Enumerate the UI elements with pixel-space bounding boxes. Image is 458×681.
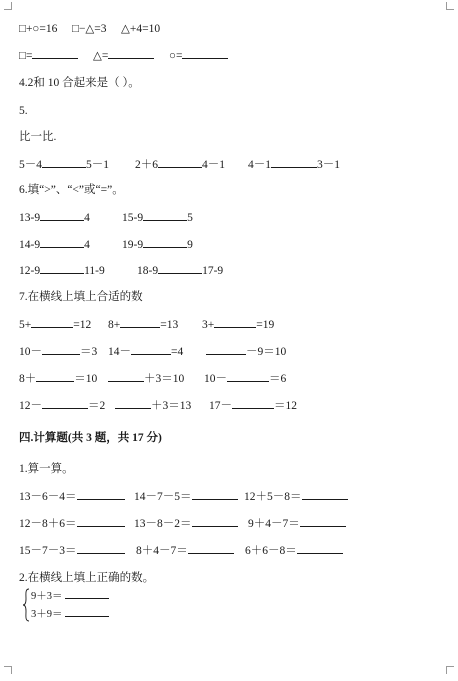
- answer-blank[interactable]: [65, 607, 109, 617]
- expression: 4: [84, 239, 90, 251]
- expression: 5+: [19, 319, 32, 331]
- answer-blank[interactable]: [143, 236, 187, 248]
- expression: 9＋4－7＝: [248, 518, 300, 530]
- page-corner-mark-bottom-left: [4, 666, 12, 674]
- expression: =19: [256, 319, 275, 331]
- answer-blank[interactable]: [192, 488, 238, 500]
- answer-blank[interactable]: [77, 542, 125, 554]
- answer-blank[interactable]: [232, 397, 274, 409]
- answer-blank[interactable]: [108, 370, 144, 382]
- answer-blank[interactable]: [40, 209, 84, 221]
- expression: =12: [73, 319, 92, 331]
- calc-2-title: 2.在横线上填上正确的数。: [19, 572, 155, 584]
- expression: 10－: [19, 346, 42, 358]
- equation: □+○=16: [19, 23, 58, 35]
- answer-blank[interactable]: [182, 47, 228, 59]
- answer-blank[interactable]: [42, 343, 80, 355]
- expression: 8+: [108, 319, 121, 331]
- expression: 19-9: [122, 239, 144, 251]
- expression: 12－8＋6＝: [19, 518, 77, 530]
- expression: 3+: [202, 319, 215, 331]
- expression: 4: [84, 212, 90, 224]
- expression: ＝2: [88, 400, 106, 412]
- question-4: 4.2和 10 合起来是（ ）。: [19, 77, 140, 89]
- answer-blank[interactable]: [206, 343, 246, 355]
- section-heading: 四.计算题(共 3 题，共 17 分): [19, 432, 162, 444]
- expression: 17－: [209, 400, 232, 412]
- answer-blank[interactable]: [65, 589, 109, 599]
- expression: 9: [187, 239, 193, 251]
- answer-blank[interactable]: [214, 316, 256, 328]
- expression: 14－7－5＝: [134, 491, 192, 503]
- expression: 5: [187, 212, 193, 224]
- answer-blank[interactable]: [302, 488, 348, 500]
- expression: 15－7－3＝: [19, 545, 77, 557]
- answer-blank[interactable]: [192, 515, 238, 527]
- expression: ＝6: [269, 373, 287, 385]
- answer-blank[interactable]: [300, 515, 346, 527]
- answer-blank[interactable]: [77, 515, 125, 527]
- answer-blank[interactable]: [42, 156, 86, 168]
- expression: 5－1: [86, 159, 109, 171]
- expression: 10－: [204, 373, 227, 385]
- expression: 13－6－4＝: [19, 491, 77, 503]
- expression: 14－: [108, 346, 131, 358]
- expression: 12＋5－8＝: [244, 491, 302, 503]
- page-corner-mark-top-left: [4, 2, 12, 10]
- page-corner-mark-bottom-right: [446, 666, 454, 674]
- calc-1-title: 1.算一算。: [19, 463, 74, 475]
- expression: 9＋3＝: [31, 591, 63, 602]
- expression: 17-9: [202, 265, 224, 277]
- answer-blank[interactable]: [115, 397, 151, 409]
- answer-blank[interactable]: [131, 343, 171, 355]
- answer-blank[interactable]: [188, 542, 234, 554]
- expression: －9＝10: [246, 346, 287, 358]
- answer-blank[interactable]: [42, 397, 88, 409]
- expression: 18-9: [137, 265, 159, 277]
- expression: 4－1: [248, 159, 271, 171]
- expression: 14-9: [19, 239, 41, 251]
- question-6-title: 6.填“>”、“<”或“=”。: [19, 184, 124, 196]
- answer-blank[interactable]: [158, 262, 202, 274]
- expression: 12－: [19, 400, 42, 412]
- question-7-title: 7.在横线上填上合适的数: [19, 291, 143, 303]
- answer-blank[interactable]: [158, 156, 202, 168]
- expression: ＝3: [80, 346, 98, 358]
- answer-label: ○=: [169, 50, 183, 62]
- answer-label: △=: [93, 50, 109, 62]
- expression: 8＋4－7＝: [136, 545, 188, 557]
- expression: 12-9: [19, 265, 41, 277]
- answer-blank[interactable]: [40, 262, 84, 274]
- question-5-number: 5.: [19, 105, 28, 117]
- answer-blank[interactable]: [31, 316, 73, 328]
- expression: ＝12: [274, 400, 297, 412]
- answer-blank[interactable]: [36, 370, 74, 382]
- expression: =13: [160, 319, 179, 331]
- equation: △+4=10: [121, 23, 161, 35]
- expression: 5－4: [19, 159, 42, 171]
- expression: =4: [171, 346, 184, 358]
- answer-label: □=: [19, 50, 33, 62]
- expression: 15-9: [122, 212, 144, 224]
- answer-blank[interactable]: [32, 47, 78, 59]
- expression: 2＋6: [135, 159, 158, 171]
- answer-blank[interactable]: [77, 488, 125, 500]
- expression: 6＋6－8＝: [245, 545, 297, 557]
- expression: ＝10: [74, 373, 98, 385]
- expression: 8＋: [19, 373, 37, 385]
- equation: □−△=3: [72, 23, 107, 35]
- answer-blank[interactable]: [108, 47, 154, 59]
- page-corner-mark-top-right: [446, 2, 454, 10]
- expression: 3－1: [317, 159, 340, 171]
- expression: ＋3＝10: [144, 373, 185, 385]
- answer-blank[interactable]: [227, 370, 269, 382]
- answer-blank[interactable]: [120, 316, 160, 328]
- expression: 4－1: [202, 159, 225, 171]
- equation-system: [22, 588, 132, 624]
- expression: 11-9: [84, 265, 105, 277]
- expression: 3＋9＝: [31, 609, 63, 620]
- answer-blank[interactable]: [297, 542, 343, 554]
- expression: 13-9: [19, 212, 41, 224]
- question-5-title: 比一比.: [19, 131, 57, 143]
- answer-blank[interactable]: [40, 236, 84, 248]
- expression: 13－8－2＝: [134, 518, 192, 530]
- expression: ＋3＝13: [151, 400, 192, 412]
- left-brace-icon: [22, 588, 30, 622]
- answer-blank[interactable]: [271, 156, 317, 168]
- answer-blank[interactable]: [143, 209, 187, 221]
